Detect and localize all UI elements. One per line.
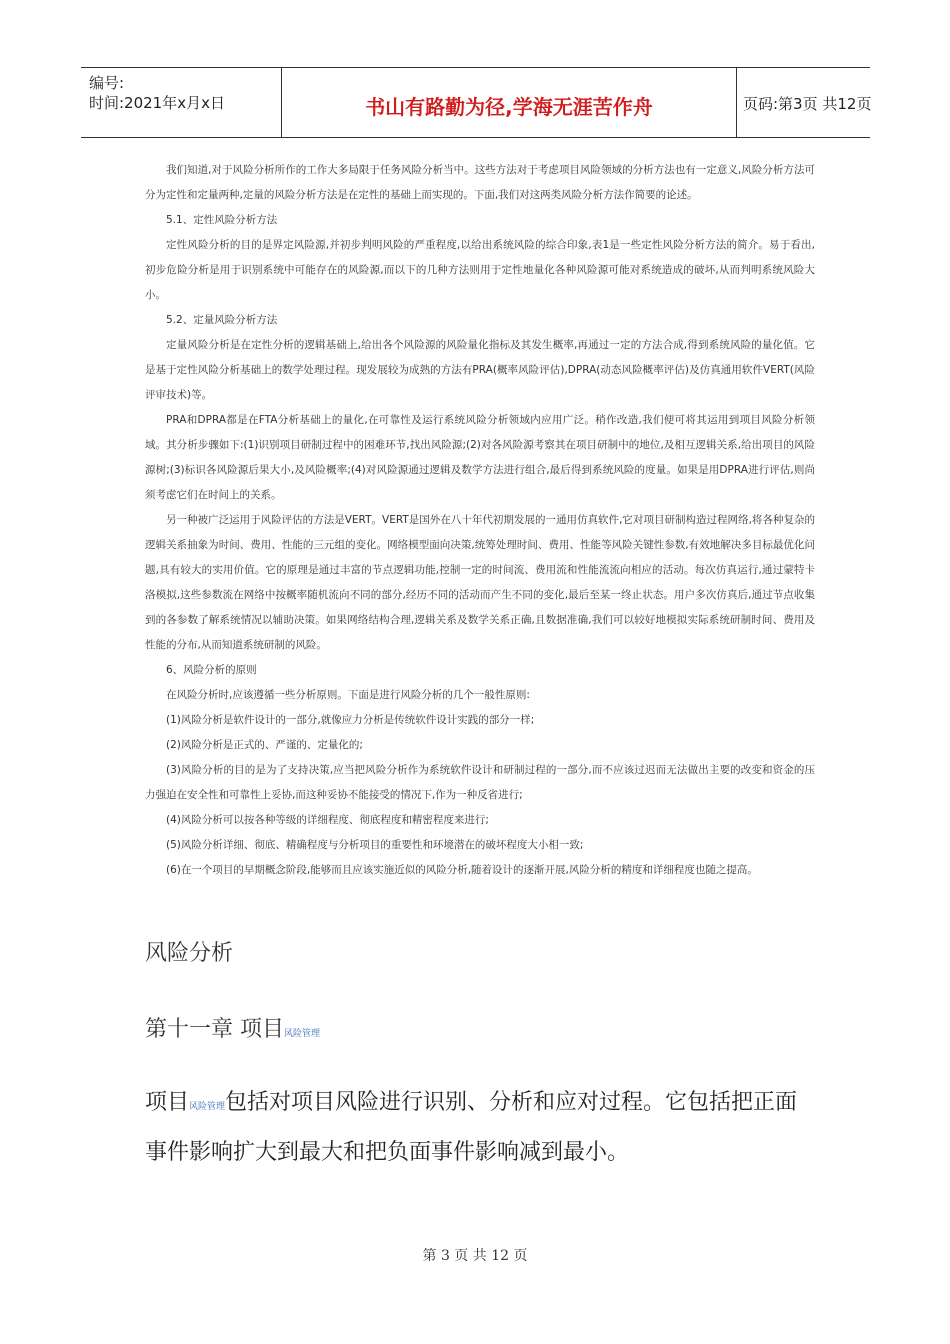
page-info: 页码:第3页 共12页 (743, 95, 872, 113)
motto: 书山有路勤为径,学海无涯苦作舟 (365, 95, 653, 119)
principle-4: (4)风险分析可以按各种等级的详细程度、彻底程度和精密程度来进行; (166, 814, 489, 826)
number-label: 编号: (89, 74, 125, 92)
risk-management-link-2[interactable]: 风险管理 (189, 1102, 226, 1112)
summary-start: 项目 (145, 1090, 190, 1115)
header-motto-cell (281, 68, 737, 137)
section-heading-6: 6、风险分析的原则 (166, 664, 257, 676)
paragraph-quantitative: 定量风险分析是在定性分析的逻辑基础上,给出各个风险源的风险量化指标及其发生概率,再通过一定的方法合成,得到系统风险的量化值。它是基于定性风险分析基础上的数学处理过程。现发展较为成熟的方法有PRA(概率风险评估),DPRA(动态风险概率评估)及仿真通用软件VERT(风险评审技术)等。 (145, 339, 815, 401)
principle-6: (6)在一个项目的早期概念阶段,能够而且应该实施近似的风险分析,随着设计的逐渐开展,风险分析的精度和详细程度也随之提高。 (166, 864, 758, 876)
paragraph-principles-intro: 在风险分析时,应该遵循一些分析原则。下面是进行风险分析的几个一般性原则: (166, 689, 530, 701)
chapter-heading (145, 1012, 320, 1043)
section-heading-5-2: 5.2、定量风险分析方法 (166, 314, 278, 326)
time-label: 时间:2021年x月x日 (89, 94, 225, 112)
principle-5: (5)风险分析详细、彻底、精确程度与分析项目的重要性和环境潜在的破坏程度大小相一致; (166, 839, 584, 851)
paragraph-vert: 另一种被广泛运用于风险评估的方法是VERT。VERT是国外在八十年代初期发展的一通用仿真软件,它对项目研制构造过程网络,将各种复杂的逻辑关系抽象为时间、费用、性能的三元组的变化。网络模型面向决策,统筹处理时间、费用、性能等风险关键性参数,有效地解决多目标最优化问题,具有较大的实用价值。它的原理是通过丰富的节点逻辑功能,控制一定的时间流、费用流和性能流流向相应的活动。每次仿真运行,通过蒙特卡洛模拟,这些参数流在网络中按概率随机流向不同的部分,经历不同的活动而产生不同的变化,最后至某一终止状态。用户多次仿真后,通过节点收集到的各参数了解系统情况以辅助决策。如果网络结构合理,逻辑关系及数学关系正确,且数据准确,我们可以较好地模拟实际系统研制时间、费用及性能的分布,从而知道系统研制的风险。 (145, 514, 815, 651)
summary-paragraph (145, 1080, 805, 1176)
page-header (81, 67, 870, 138)
risk-management-link[interactable]: 风险管理 (284, 1029, 321, 1039)
body-text (145, 158, 815, 883)
principle-3: (3)风险分析的目的是为了支持决策,应当把风险分析作为系统软件设计和研制过程的一部分,而不应该过迟而无法做出主要的改变和资金的压力强迫在安全性和可靠性上妥协,而这种妥协不能接受的情况下,作为一种反省进行; (145, 764, 815, 801)
section-heading-5-1: 5.1、定性风险分析方法 (166, 214, 278, 226)
header-page-cell (737, 68, 870, 137)
heading-risk-analysis: 风险分析 (145, 941, 234, 966)
paragraph-pra: PRA和DPRA都是在FTA分析基础上的量化,在可靠性及运行系统风险分析领域内应用广泛。稍作改造,我们便可将其运用到项目风险分析领域。其分析步骤如下:(1)识别项目研制过程中的困难环节,找出风险源;(2)对各风险源考察其在项目研制中的地位,及相互逻辑关系,给出项目的风险源树;(3)标识各风险源后果大小,及风险概率;(4)对风险源通过逻辑及数学方法进行组合,最后得到系统风险的度量。如果是用DPRA进行评估,则尚须考虑它们在时间上的关系。 (145, 414, 815, 501)
header-meta (81, 68, 281, 137)
principle-2: (2)风险分析是正式的、严谨的、定量化的; (166, 739, 363, 751)
summary-rest: 包括对项目风险进行识别、分析和应对过程。它包括把正面事件影响扩大到最大和把负面事件影响减到最小。 (145, 1090, 798, 1165)
principle-1: (1)风险分析是软件设计的一部分,就像应力分析是传统软件设计实践的部分一样; (166, 714, 535, 726)
paragraph-qualitative: 定性风险分析的目的是界定风险源,并初步判明风险的严重程度,以给出系统风险的综合印象,表1是一些定性风险分析方法的简介。易于看出,初步危险分析是用于识别系统中可能存在的风险源,而以下的几种方法则用于定性地量化各种风险源可能对系统造成的破坏,从而判明系统风险大小。 (145, 239, 815, 301)
chapter-title: 第十一章 项目 (145, 1017, 284, 1042)
page-footer: 第 3 页 共 12 页 (422, 1248, 528, 1264)
paragraph-intro: 我们知道,对于风险分析所作的工作大多局限于任务风险分析当中。这些方法对于考虑项目风险领域的分析方法也有一定意义,风险分析方法可分为定性和定量两种,定量的风险分析方法是在定性的基础上而实现的。下面,我们对这两类风险分析方法作简要的论述。 (145, 164, 815, 201)
